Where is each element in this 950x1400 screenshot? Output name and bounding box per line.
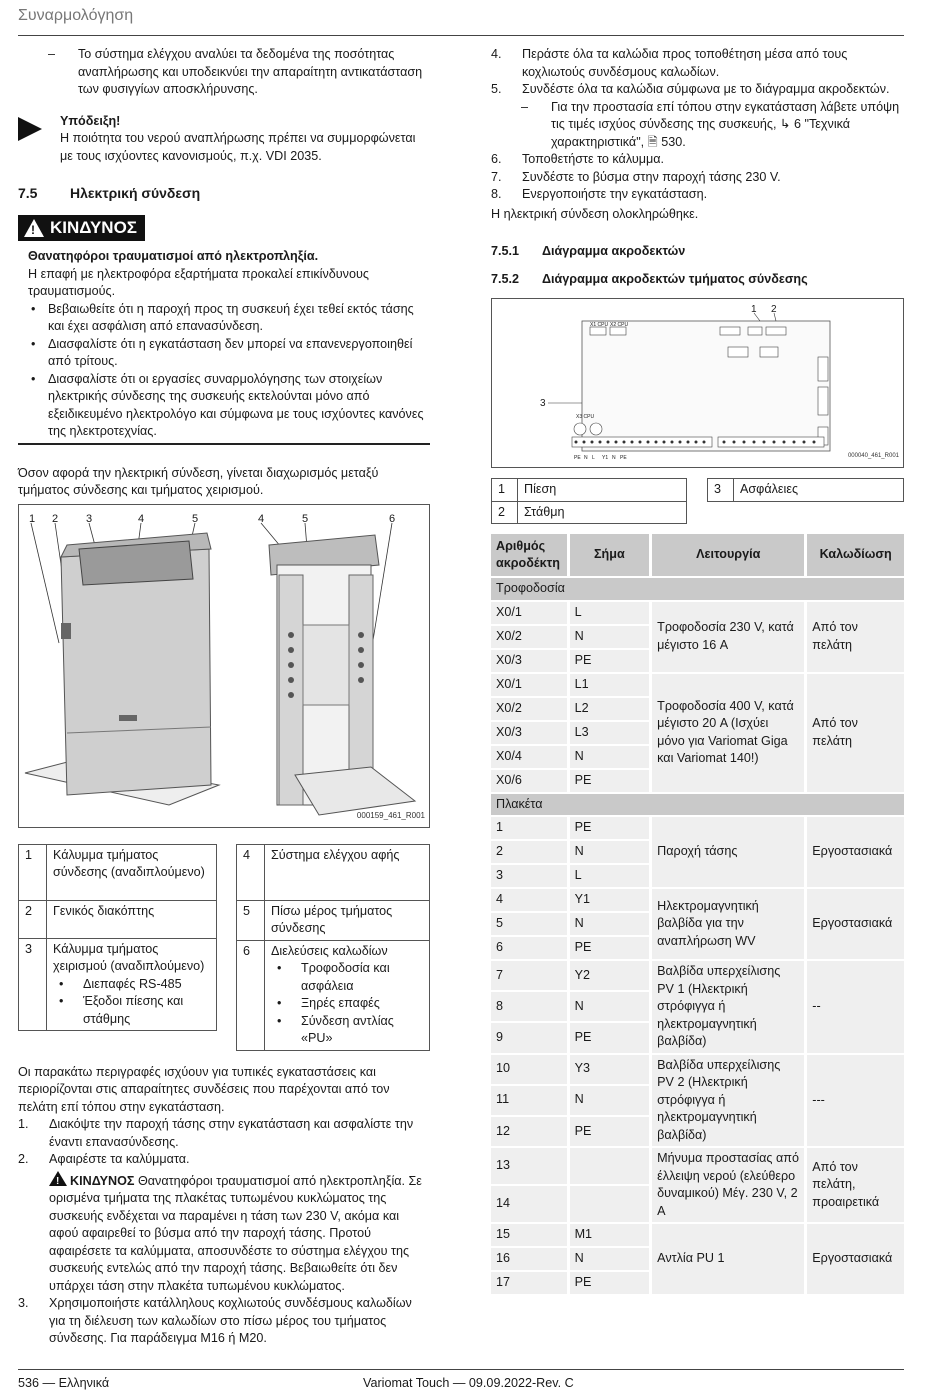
legend-bullet-text: Τροφοδοσία και ασφάλεια (301, 961, 390, 993)
step-number: 6. (491, 152, 502, 166)
table-row (491, 1148, 904, 1184)
legend-table-right (236, 844, 430, 1051)
step-text: Αφαιρέστε τα καλύμματα. (49, 1152, 190, 1166)
terminal-number: 13 (491, 1148, 570, 1184)
step-text: Ενεργοποιήστε την εγκατάσταση. (522, 187, 708, 201)
legend-text: Κάλυμμα τμήματος χειρισμού (αναδιπλούμενο) (53, 941, 205, 973)
terminal-function: Αντλία PU 1 (652, 1224, 807, 1294)
table-row (491, 674, 904, 696)
legend-text: Κάλυμμα τμήματος σύνδεσης (αναδιπλούμενο) (47, 844, 217, 900)
header-cell: Αριθμός ακροδέκτη (491, 534, 570, 576)
terminal-signal: M1 (570, 1224, 653, 1246)
legend-text: Σύστημα ελέγχου αφής (265, 844, 430, 900)
terminal-number: 5 (491, 913, 570, 935)
figure-number: 3 (86, 512, 93, 525)
terminal-signal: Y1 (570, 889, 653, 911)
terminal-number: X0/6 (491, 770, 570, 792)
legend-text: Γενικός διακόπτης (47, 900, 217, 938)
terminal-table-header (491, 534, 904, 576)
terminal-number: 8 (491, 992, 570, 1021)
terminal-signal: L3 (570, 722, 653, 744)
intro-dash-text: Το σύστημα ελέγχου αναλύει τα δεδομένα της ποσότητας αναπλήρωσης και υποδεικνύει την απαραίτητη αντικατάσταση των φυσιγγίων αποσκλήρυνσης. (78, 47, 423, 96)
terminal-number: X0/3 (491, 650, 570, 672)
terminal-legend-row (708, 479, 904, 502)
step5-sub-text: Για την προστασία επί τόπου στην εγκατάσταση λάβετε υπόψη τις τιμές ισχύος σύνδεσης της συσκευής, ↳ 6 "Τεχνικά χαρακτηριστικά", 🗎 530. (551, 99, 900, 149)
legend-row (19, 844, 217, 900)
step-item (18, 1116, 430, 1151)
subsection-title: Διάγραμμα ακροδεκτών (542, 244, 686, 258)
terminal-wiring: Από τον πελάτη, προαιρετικά (807, 1148, 904, 1222)
step-item (491, 81, 904, 99)
step-text: Περάστε όλα τα καλώδια προς τοποθέτηση μέσα από τους κοχλιωτούς συνδέσμους καλωδίων. (522, 47, 848, 79)
section-number: 7.5 (18, 185, 38, 201)
legend-number: 2 (492, 501, 518, 524)
wiring-diagram (491, 298, 904, 468)
terminal-number: 3 (491, 865, 570, 887)
hint-text: Η ποιότητα του νερού αναπλήρωσης πρέπει να συμμορφώνεται με τους ισχύοντες κανονισμούς, π.χ. VDI 2035. (60, 131, 416, 163)
legend-text: Πίεση (518, 479, 687, 502)
legend-number: 2 (19, 900, 47, 938)
legend-bullet: • Τροφοδοσία και ασφάλεια (277, 961, 390, 993)
terminal-function: Ηλεκτρομαγνητική βαλβίδα για την αναπλήρωση WV (652, 889, 807, 959)
legend-row (19, 900, 217, 938)
figure-number: 5 (302, 512, 309, 525)
step2-danger-text: Θανατηφόροι τραυματισμοί από ηλεκτροπληξία. Σε ορισμένα τμήματα της πλακέτας τυπωμένου κυκλώματος της συσκευής ενδέχεται να παραμένει η τάση των 230 V, ακόμα και αφού αφαιρεθεί το βύσμα από την παροχή τάσης. Προτού αφαιρέσετε τα καλύμματα, αποσυνδέστε το σύστημα ελέγχου της συσκευής εντελώς από την παροχή τάσης. Βεβαιωθείτε ότι δεν υπάρχει τάση στην πλακέτα τυπωμένου κυκλώματος. (49, 1173, 422, 1293)
terminal-legend-right (707, 478, 904, 502)
figure-number: 2 (52, 512, 59, 525)
legend-number: 1 (19, 844, 47, 900)
terminal-legend-row (492, 501, 687, 524)
dash-marker: – (48, 47, 56, 61)
step-number: 8. (491, 187, 502, 201)
table-row (491, 1055, 904, 1084)
warning-triangle-icon (49, 1171, 67, 1186)
footer-doc: Variomat Touch — 09.09.2022-Rev. C (363, 1376, 574, 1390)
warning-triangle-icon (24, 219, 44, 237)
terminal-signal: L (570, 602, 653, 624)
terminal-wiring: Εργοστασιακά (807, 817, 904, 887)
terminal-function: Παροχή τάσης (652, 817, 807, 887)
legend-bullet-text: Σύνδεση αντλίας «PU» (301, 1013, 394, 1045)
hint-block (18, 113, 430, 166)
terminal-legend (491, 478, 904, 532)
step-number: 4. (491, 47, 502, 61)
legend-bullet: • Ξηρές επαφές (277, 996, 380, 1010)
page-header (18, 4, 904, 36)
terminal-number: 2 (491, 841, 570, 863)
step-item (491, 46, 904, 81)
table-group-row (491, 794, 904, 816)
danger-bullet: • Διασφαλίστε ότι η εγκατάσταση δεν μπορεί να επανενεργοποιηθεί από τρίτους. (31, 336, 413, 368)
header-title: Συναρμολόγηση (18, 7, 134, 24)
board-label: X1 CPU (590, 322, 609, 328)
terminal-function: Μήνυμα προστασίας από έλλειψη νερού (ελεύθερο δυναμικού) Μέγ. 230 V, 2 A (652, 1148, 807, 1222)
terminal-signal: PE (570, 1117, 653, 1146)
terminal-signal: L1 (570, 674, 653, 696)
figure-number: 4 (258, 512, 265, 525)
terminal-signal: N (570, 913, 653, 935)
legend-number: 1 (492, 479, 518, 502)
terminal-table-body (491, 578, 904, 1294)
header-cell: Καλωδίωση (807, 534, 904, 576)
danger-bullet: • Διασφαλίστε ότι οι εργασίες συναρμολόγησης των στοιχείων ηλεκτρικής σύνδεσης της συσκευής εκτελούνται μόνο από εξειδικευμένο ηλεκτρολόγο και σύμφωνα με τους ισχύοντες κανόνες της ηλεκτροτεχνίας. (31, 371, 424, 438)
legend-bullet-text: Διεπαφές RS-485 (83, 976, 182, 991)
terminal-wiring: Εργοστασιακά (807, 889, 904, 959)
step-item (491, 151, 904, 169)
page-footer (18, 1369, 904, 1393)
danger-bullet-text: Βεβαιωθείτε ότι η παροχή προς τη συσκευή έχει τεθεί εκτός τάσης και έχει ασφάλιση από επανασύνδεση. (48, 301, 414, 333)
hint-arrow-icon (18, 117, 42, 141)
terminal-number: 9 (491, 1023, 570, 1052)
legend-text: Ασφάλειες (734, 479, 904, 502)
subsection-number: 7.5.1 (491, 244, 520, 258)
danger-bullet: • Βεβαιωθείτε ότι η παροχή προς τη συσκευή έχει τεθεί εκτός τάσης και έχει ασφάλιση από επανασύνδεση. (31, 301, 414, 333)
step-text: Συνδέστε το βύσμα στην παροχή τάσης 230 V. (522, 169, 781, 184)
header-cell: Σήμα (570, 534, 653, 576)
terminal-signal: Y2 (570, 961, 653, 990)
terminal-number: 17 (491, 1272, 570, 1294)
terminal-wiring: --- (807, 1055, 904, 1147)
table-group-row (491, 578, 904, 600)
step-number: 5. (491, 82, 502, 96)
board-label: Y1 (602, 455, 609, 461)
legend-number: 4 (237, 844, 265, 900)
terminal-signal (570, 1186, 653, 1222)
legend-bullet-text: Έξοδοι πίεσης και στάθμης (83, 994, 184, 1026)
legend-cell (47, 938, 217, 1031)
terminal-signal: PE (570, 1272, 653, 1294)
legend-number: 6 (237, 940, 265, 1050)
legend-text: Στάθμη (518, 501, 687, 524)
board-label: PE (574, 455, 581, 461)
legend-bullet: • Έξοδοι πίεσης και στάθμης (59, 994, 184, 1026)
step-text: Συνδέστε όλα τα καλώδια σύμφωνα με το διάγραμμα ακροδεκτών. (522, 82, 890, 96)
terminal-signal (570, 1148, 653, 1184)
step2-danger (49, 1171, 430, 1296)
legend-number: 3 (708, 479, 734, 502)
board-label: N (612, 455, 616, 461)
step-item (18, 1295, 430, 1348)
step2-danger-label: ΚΙΝΔΥΝΟΣ (70, 1173, 135, 1188)
terminal-wiring: Από τον πελάτη (807, 602, 904, 672)
terminal-number: 11 (491, 1086, 570, 1115)
terminal-number: 16 (491, 1248, 570, 1270)
legend-text: Πίσω μέρος τμήματος σύνδεσης (265, 900, 430, 940)
terminal-number: X0/4 (491, 746, 570, 768)
figure-legend (18, 844, 430, 1054)
device-illustration (19, 505, 429, 827)
terminal-number: 4 (491, 889, 570, 911)
terminal-number: 10 (491, 1055, 570, 1084)
table-group-title: Πλακέτα (491, 794, 904, 816)
terminal-number: X0/1 (491, 674, 570, 696)
legend-table-left (18, 844, 217, 1032)
terminal-signal: L (570, 865, 653, 887)
terminal-wiring: Από τον πελάτη (807, 674, 904, 792)
legend-row (237, 900, 430, 940)
board-label: L (592, 455, 595, 461)
subsection-heading (491, 243, 904, 261)
table-group-title: Τροφοδοσία (491, 578, 904, 600)
legend-row (237, 940, 430, 1050)
terminal-signal: L2 (570, 698, 653, 720)
intro-dash-item (18, 46, 430, 99)
section-title: Ηλεκτρική σύνδεση (70, 185, 201, 201)
wiring-label: 1 (751, 304, 757, 315)
step-number: 2. (18, 1152, 29, 1166)
terminal-wiring: -- (807, 961, 904, 1053)
terminal-legend-row (492, 479, 687, 502)
step-text: Διακόψτε την παροχή τάσης στην εγκατάσταση και ασφαλίστε την έναντι επανασύνδεσης. (49, 1117, 414, 1149)
step5-dash-item (491, 99, 904, 152)
figure-number: 5 (192, 512, 199, 525)
terminal-signal: Y3 (570, 1055, 653, 1084)
device-figure (18, 504, 430, 828)
figure-code: 000159_461_R001 (356, 811, 425, 820)
table-row (491, 817, 904, 839)
header-cell: Λειτουργία (652, 534, 807, 576)
terminal-number: 7 (491, 961, 570, 990)
legend-bullet: • Διεπαφές RS-485 (59, 976, 182, 991)
terminal-signal: N (570, 841, 653, 863)
terminal-number: 1 (491, 817, 570, 839)
legend-number: 5 (237, 900, 265, 940)
circuit-board-illustration (492, 299, 903, 467)
hint-title: Υπόδειξη! (60, 113, 121, 128)
table-row (491, 1224, 904, 1246)
figure-number: 6 (389, 512, 396, 525)
terminal-number: X0/3 (491, 722, 570, 744)
terminal-wiring: Εργοστασιακά (807, 1224, 904, 1294)
terminal-signal: N (570, 626, 653, 648)
subsection-title: Διάγραμμα ακροδεκτών τμήματος σύνδεσης (542, 271, 808, 286)
step-item (18, 1151, 430, 1169)
terminal-signal: N (570, 746, 653, 768)
terminal-number: 14 (491, 1186, 570, 1222)
danger-text: Η επαφή με ηλεκτροφόρα εξαρτήματα προκαλεί επικίνδυνους τραυματισμούς. (28, 266, 369, 298)
board-label: N (584, 455, 588, 461)
terminal-function: Βαλβίδα υπερχείλισης PV 2 (Ηλεκτρική στρόφιγγα ή ηλεκτρομαγνητική βαλβίδα) (652, 1055, 807, 1147)
wiring-label: 2 (771, 304, 777, 315)
terminal-signal: PE (570, 1023, 653, 1052)
table-row (491, 602, 904, 624)
step-text: Τοποθετήστε το κάλυμμα. (522, 152, 665, 166)
step-number: 3. (18, 1296, 29, 1310)
terminal-number: 15 (491, 1224, 570, 1246)
terminal-signal: PE (570, 937, 653, 959)
danger-title: Θανατηφόροι τραυματισμοί από ηλεκτροπληξία. (28, 249, 319, 263)
step-item (491, 169, 904, 187)
step-number: 7. (491, 169, 502, 184)
terminal-signal: N (570, 1248, 653, 1270)
terminal-signal: N (570, 992, 653, 1021)
danger-label-text: ΚΙΝΔΥΝΟΣ (50, 217, 137, 237)
terminal-function: Τροφοδοσία 400 V, κατά μέγιστο 20 A (Ισχύει μόνο για Variomat Giga και Variomat 140!) (652, 674, 807, 792)
wiring-label: 3 (540, 398, 546, 409)
terminal-number: 6 (491, 937, 570, 959)
danger-bullet-text: Διασφαλίστε ότι η εγκατάσταση δεν μπορεί να επανενεργοποιηθεί από τρίτους. (48, 336, 413, 368)
wiring-code: 000040_461_R001 (847, 452, 899, 459)
terminal-number: X0/2 (491, 626, 570, 648)
terminal-signal: N (570, 1086, 653, 1115)
figure-number: 4 (138, 512, 145, 525)
paragraph-separation: Όσον αφορά την ηλεκτρική σύνδεση, γίνεται διαχωρισμός μεταξύ τμήματος σύνδεσης και τμήματος χειρισμού. (18, 465, 379, 497)
legend-number: 3 (19, 938, 47, 1031)
terminal-signal: PE (570, 770, 653, 792)
danger-label (18, 215, 145, 241)
subsection-heading (491, 271, 904, 289)
legend-bullet: • Σύνδεση αντλίας «PU» (277, 1013, 394, 1045)
terminal-signal: PE (570, 817, 653, 839)
board-label: X2 CPU (610, 322, 629, 328)
terminal-number: X0/1 (491, 602, 570, 624)
legend-cell (265, 940, 430, 1050)
terminal-number: 12 (491, 1117, 570, 1146)
footer-page: 536 — Ελληνικά (18, 1376, 110, 1390)
terminal-signal: PE (570, 650, 653, 672)
danger-box (18, 248, 430, 445)
terminal-function: Βαλβίδα υπερχείλισης PV 1 (Ηλεκτρική στρόφιγγα ή ηλεκτρομαγνητική βαλβίδα) (652, 961, 807, 1053)
step-number: 1. (18, 1117, 29, 1131)
right-column (491, 46, 904, 1296)
terminal-number: X0/2 (491, 698, 570, 720)
paragraph-scope: Οι παρακάτω περιγραφές ισχύουν για τυπικές εγκαταστάσεις και περιορίζονται στις απαραίτητες συνδέσεις που παρέχονται από τον πελάτη επί τόπου στην εγκατάσταση. (18, 1064, 390, 1114)
table-row (491, 961, 904, 990)
terminal-function: Τροφοδοσία 230 V, κατά μέγιστο 16 A (652, 602, 807, 672)
step-text: Χρησιμοποιήστε κατάλληλους κοχλιωτούς συνδέσμους καλωδίων για τη διέλευση των καλωδίων στο πίσω μέρος του τμήματος σύνδεσης. Για παράδειγμα M16 ή M20. (49, 1296, 412, 1345)
left-column (18, 46, 430, 1348)
board-label: X3 CPU (576, 414, 595, 420)
terminal-legend-left (491, 478, 687, 524)
legend-row (19, 938, 217, 1031)
table-row (491, 889, 904, 911)
done-text: Η ηλεκτρική σύνδεση ολοκληρώθηκε. (491, 206, 699, 221)
step-item (491, 186, 904, 204)
subsection-number: 7.5.2 (491, 271, 520, 286)
figure-number: 1 (29, 512, 36, 525)
legend-text: Διελεύσεις καλωδίων (271, 943, 388, 958)
terminal-table (491, 532, 904, 1296)
legend-row (237, 844, 430, 900)
legend-bullet-text: Ξηρές επαφές (301, 996, 380, 1010)
danger-bullet-text: Διασφαλίστε ότι οι εργασίες συναρμολόγησης των στοιχείων ηλεκτρικής σύνδεσης της συσκευής εκτελούνται μόνο από εξειδικευμένο ηλεκτρολόγο και σύμφωνα με τους ισχύοντες κανόνες της ηλεκτροτεχνίας. (48, 371, 424, 438)
section-heading (18, 185, 430, 203)
board-label: PE (620, 455, 627, 461)
dash-marker: – (521, 99, 529, 114)
